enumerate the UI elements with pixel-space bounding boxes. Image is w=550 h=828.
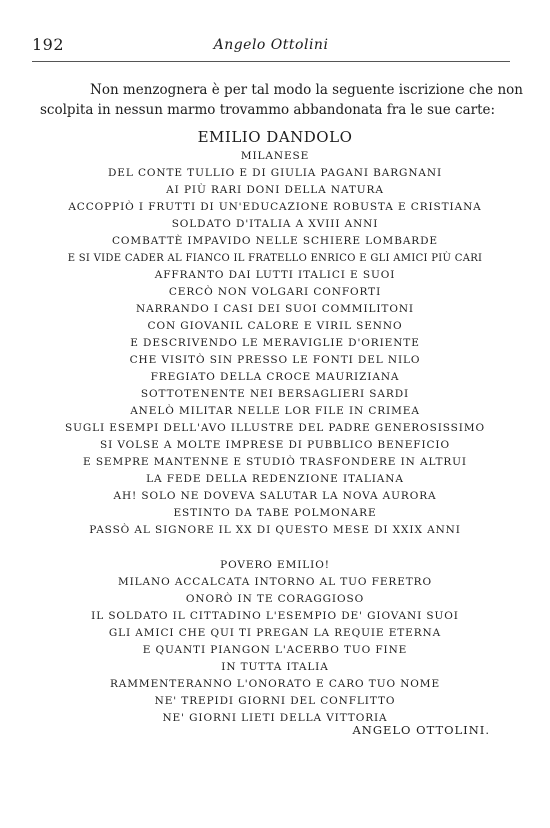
inscription-line: COMBATTÈ IMPAVIDO NELLE SCHIERE LOMBARDE	[111, 235, 438, 247]
inscription-line: FREGIATO DELLA CROCE MAURIZIANA	[150, 371, 400, 383]
inscription-line: ONORÒ IN TE CORAGGIOSO	[185, 593, 365, 605]
inscription-line: MILANESE	[240, 150, 310, 162]
inscription-line: GLI AMICI CHE QUI TI PREGAN LA REQUIE ETERNA	[108, 627, 442, 639]
inscription-line: IN TUTTA ITALIA	[221, 661, 329, 673]
running-head: Angelo Ottolini	[213, 37, 329, 53]
inscription-line: MILANO ACCALCATA INTORNO AL TUO FERETRO	[117, 576, 432, 588]
inscription-line: PASSÒ AL SIGNORE IL XX DI QUESTO MESE DI XXIX ANNI	[89, 524, 461, 536]
epitaph-lament	[0, 557, 550, 727]
inscription-line: NE' TREPIDI GIORNI DEL CONFLITTO	[154, 695, 396, 707]
intro-line: Non menzognera è per tal modo la seguente iscrizione che non	[90, 82, 523, 98]
inscription-line: CON GIOVANIL CALORE E VIRIL SENNO	[147, 320, 403, 332]
header-rule	[32, 61, 510, 62]
stanza-gap	[0, 539, 550, 557]
inscription-line: RAMMENTERANNO L'ONORATO E CARO TUO NOME	[109, 678, 441, 690]
inscription-line: AFFRANTO DAI LUTTI ITALICI E SUOI	[154, 269, 396, 281]
inscription-line: IL SOLDATO IL CITTADINO L'ESEMPIO DE' GIOVANI SUOI	[91, 610, 459, 622]
inscription-line: NE' GIORNI LIETI DELLA VITTORIA	[162, 712, 388, 724]
inscription-line: E QUANTI PIANGON L'ACERBO TUO FINE	[142, 644, 408, 656]
intro-line: scolpita in nessun marmo trovammo abbandonata fra le sue carte:	[40, 102, 496, 118]
inscription-line: POVERO EMILIO!	[220, 559, 330, 571]
inscription-line: ANELÒ MILITAR NELLE LOR FILE IN CRIMEA	[130, 405, 420, 417]
page-header	[32, 35, 510, 59]
inscription-line: CERCÒ NON VOLGARI CONFORTI	[168, 286, 382, 298]
inscription-line: SUGLI ESEMPI DELL'AVO ILLUSTRE DEL PADRE GENEROSISSIMO	[65, 422, 485, 434]
inscription-line: AH! SOLO NE DOVEVA SALUTAR LA NOVA AURORA	[113, 490, 437, 502]
inscription-line: ESTINTO DA TABE POLMONARE	[173, 507, 377, 519]
inscription-line: E DESCRIVENDO LE MERAVIGLIE D'ORIENTE	[130, 337, 420, 349]
inscription-line: LA FEDE DELLA REDENZIONE ITALIANA	[146, 473, 404, 485]
epitaph-body	[0, 148, 550, 539]
inscription-line: SI VOLSE A MOLTE IMPRESE DI PUBBLICO BENEFICIO	[99, 439, 450, 451]
inscription-line: SOTTOTENENTE NEI BERSAGLIERI SARDI	[140, 388, 410, 400]
inscription-line: SOLDATO D'ITALIA A XVIII ANNI	[171, 218, 379, 230]
epitaph-name: EMILIO DANDOLO	[197, 128, 353, 146]
inscription-line: ACCOPPIÒ I FRUTTI DI UN'EDUCAZIONE ROBUSTA E CRISTIANA	[68, 201, 482, 213]
inscription-line: DEL CONTE TULLIO E DI GIULIA PAGANI BARGNANI	[107, 167, 443, 179]
page-number: 192	[32, 35, 65, 54]
inscription-line: E SI VIDE CADER AL FIANCO IL FRATELLO ENRICO E GLI AMICI PIÙ CARI	[67, 253, 483, 264]
inscription-line: AI PIÙ RARI DONI DELLA NATURA	[166, 184, 384, 196]
author-signature: ANGELO OTTOLINI.	[352, 723, 490, 737]
inscription-line: E SEMPRE MANTENNE E STUDIÒ TRASFONDERE IN ALTRUI	[83, 456, 467, 468]
inscription-line: CHE VISITÒ SIN PRESSO LE FONTI DEL NILO	[129, 354, 421, 366]
intro-paragraph	[40, 80, 523, 120]
epitaph-inscription	[0, 126, 550, 727]
inscription-line: NARRANDO I CASI DEI SUOI COMMILITONI	[136, 303, 414, 315]
